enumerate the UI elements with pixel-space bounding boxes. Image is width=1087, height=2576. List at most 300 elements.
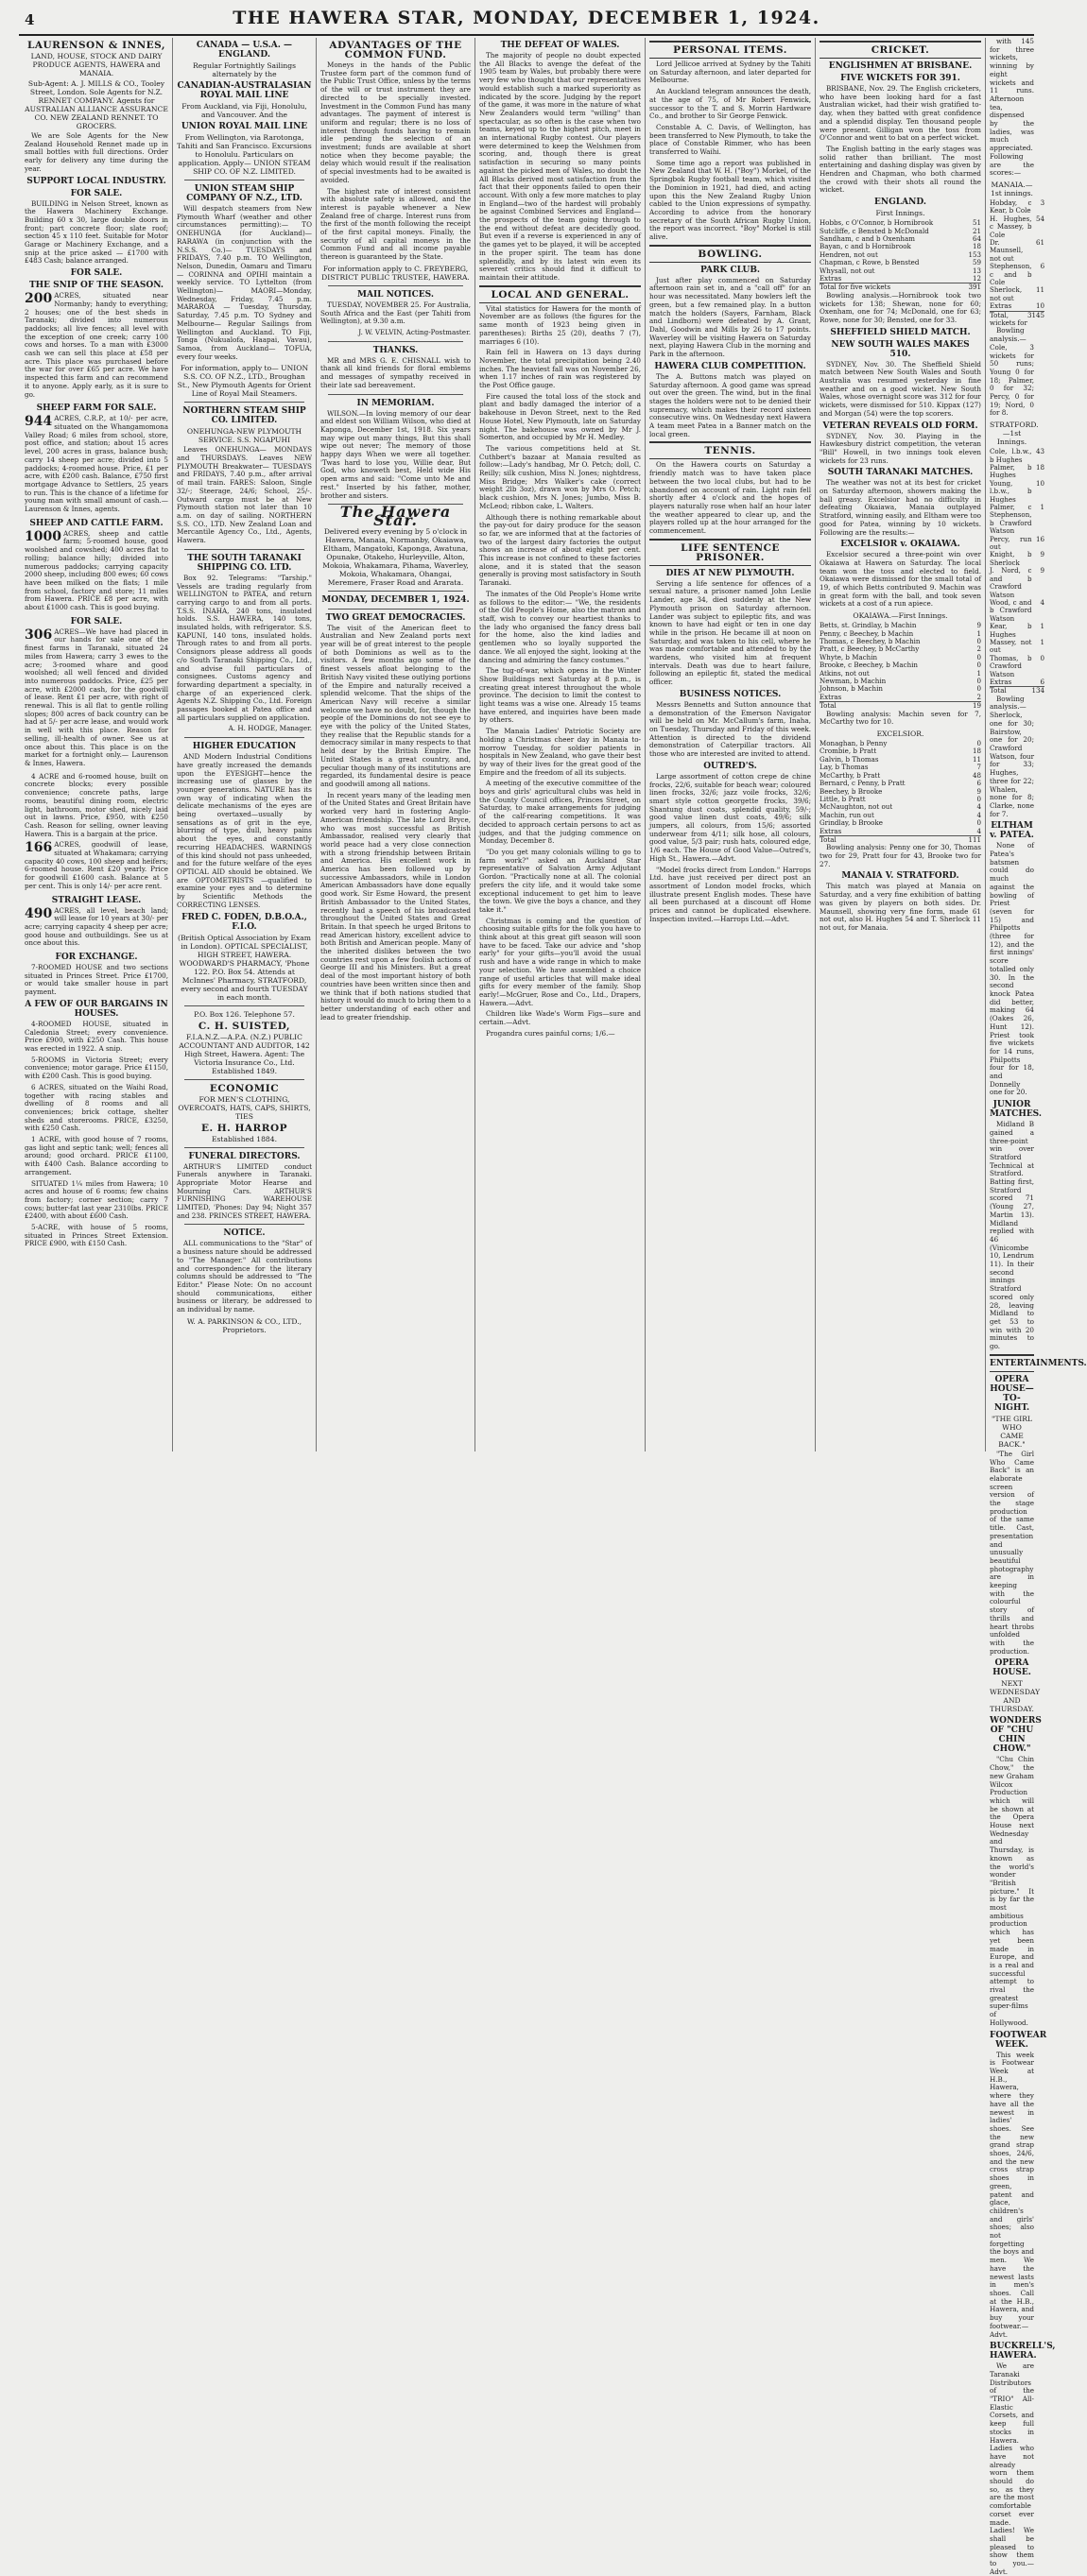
england-scorecard [820,219,981,292]
memoriam-heading: IN MEMORIAM. [356,398,435,408]
scorecard-row [820,828,981,836]
column-5 [645,38,815,1451]
divider [184,402,304,403]
batsman-runs: 0 [976,739,981,748]
listing-490 [25,907,168,949]
batsman-runs: 59 [972,258,981,267]
laurenson-agents: Sub-Agent: A. J. MILLS & CO., Tooley Street, London. Sole Agents for N.Z. RENNET COMPANY. Agents for AUSTRALIAN ALLIANCE ASSURANCE CO. NEW ZEALAND RENNET. TO GROCERS. [25,79,168,130]
batsman-name: Brooke, c Beechey, b Machin [820,661,918,670]
england-analysis: Bowling analysis.—Hornibrook took two wickets for 138; Shewan, none for 60; Oxenham, one for 74; McDonald, one for 63; Rowe, none for 30; Bensted, one for 33. [820,290,981,324]
star-nameplate: The Hawera Star. [339,503,452,529]
canadian-line-heading: CANADIAN-AUSTRALASIAN ROYAL MAIL LINE [177,81,312,100]
local-text-2: Rain fell in Hawera on 13 days during November, the total precipitation being 2.40 inches. The heaviest fall was on November 26, when 1.17 inches of rain was registered by the Post Office gauge. [479,348,641,390]
listing-200-text: ACRES, situated near Normanby; handy to everything; 2 houses; one of the best sheds in Taranaki; divided into numerous paddocks; all live fences; all level with the exception of one creek; carry 100 cows and horses. To a man with £3000 cash we can sell this place at £58 per acre. This place was purchased before the war for over £65 per acre. We have inspected this farm and can recommend it to anyone. Apply early, as it is sure to go. [25,291,168,399]
economic-text: FOR MEN'S CLOTHING, OVERCOATS, HATS, CAPS, SHIRTS, TIES [178,1094,311,1121]
total-label: Total, 3 wickets for [990,310,1032,328]
batsman-name: Knight, b Sherlock [990,550,1032,567]
batsman-name: Massey, not out [990,637,1032,655]
advantages-info: For information apply to C. FREYBERG, DISTRICT PUBLIC TRUSTEE, HAWERA. [321,264,470,282]
batsman-name: Sandham, c and b Oxenham [820,233,915,243]
total-runs: 134 [1031,686,1045,696]
canada-text: Regular Fortnightly Sailings alternately by the [193,61,296,78]
batsman-name: Cole, l.b.w., b Hughes [990,447,1032,464]
batsman-name: H. Hughes, c Massey, b Cole [990,214,1032,239]
support-heading: SUPPORT LOCAL INDUSTRY. [26,176,166,186]
total-runs: 19 [964,702,981,711]
sheffield-heading: SHEFFIELD SHIELD MATCH. [830,327,971,337]
batsman-runs: 153 [968,249,981,259]
scorecard-row [990,655,1044,678]
harrops-text: "Model frocks direct from London." Harrops Ltd. have just received per direct post an assortment of London model frocks, which illustrate present English modes. These have all been purchased at a discount off Home prices and cannot be duplicated elsewhere. Inspection invited.—Harrops Ltd.—Advt. [649,865,811,923]
scorecard-row [990,302,1044,311]
okaiawa-scorecard [820,622,981,710]
total-runs: 391 [964,283,981,292]
life-sentence-text: Serving a life sentence for offences of a sexual nature, a prisoner named John Leslie Lander, age 34, died suddenly at the New Plymouth prison on Saturday afternoon. Lander was subject to epileptic fits, and was known to have had eight or ten in one day while in the prison. He became ill at noon on Saturday, and was taken to his cell, where he was made comfortable and attended to by the wardens, who visited him at frequent intervals. Death was due to heart failure, following an epileptic fit, stated the medical officer. [649,578,811,687]
for-sale-heading-2: FOR SALE. [70,268,123,279]
stsc-text: Box 92. Telegrams: "Tarship." Vessels are trading regularly from WELLINGTON to PATEA, and return carrying cargo to and from all ports. T.S.S. INAHA, 240 tons, insulated holds. S.S. HAWERA, 140 tons, insulated holds, with refrigerator. S.S. KAPUNI, 140 tons, insulated holds. Through rates to and from all ports. Consignors please address all goods c/o South Taranaki Shipping Co., Ltd., and advise full particulars of consignees. Customs agency and forwarding department a specialty, in charge of an experienced clerk. Agents N.Z. Shipping Co., Ltd. Foreign passages booked at Patea office and all particulars supplied on application. [177,573,312,722]
scorecard-row [820,819,981,827]
junior-text: Midland B gained a three-point win over Stratford Technical at Stratford. Batting first, Stratford scored 71 (Young 27, Martin 13). Midland replied with 46 (Vinicombe 10, Lendrum 11). In their second innings Stratford scored only 28, leaving Midland to get 53 to win with 20 minutes to go. [990,1120,1034,1351]
batsman-name: Young, l.b.w., b Hughes [990,478,1032,504]
batsman-name: Bayan, c and b Hornibrook [820,242,911,251]
batsman-runs: 0 [976,794,981,803]
batsman-name: Hobbs, c O'Connor, b Hornibrook [820,218,934,228]
divider [328,341,463,342]
batsman-runs: 61 [1036,237,1045,247]
issue-date: MONDAY, DECEMBER 1, 1924. [321,594,470,605]
listing-200 [25,292,168,399]
divider [184,1079,304,1080]
scorecard-total [990,311,1044,327]
batsman-name: Chapman, c Rowe, b Bensted [820,258,920,267]
manaia-innings: MANAIA.—1st innings. [991,180,1033,197]
scorecard-row [990,199,1044,215]
listing-situated: SITUATED 1¼ miles from Hawera; 10 acres and house of 6 rooms; few chains from factory; corner section; carry 7 cows; butter-fat last year 2310lbs. PRICE £2400, with about £600 Cash. [25,1178,168,1221]
batsman-name: J. Nord, c and b Crawford Watson [990,566,1032,599]
batsman-name: Crombie, b Pratt [820,747,877,756]
mail-heading: MAIL NOTICES. [357,289,434,300]
column-1 [21,38,172,1451]
for-sale-heading-1: FOR SALE. [70,188,123,198]
stratford-analysis: Bowling analysis.—Sherlock, one for 30; Bairstow, one for 20; Crawford Watson, four for 33; Hughes, three for 22; Whalen, none for 8; Clarke, none for 7. [990,694,1034,818]
batsman-name: Lay, b Thomas [820,763,869,772]
scorecard-row [990,448,1044,464]
stsc-signature: A. H. HODGE, Manager. [228,724,312,733]
batsman-runs: 64 [972,233,981,243]
exchange-heading: FOR EXCHANGE. [55,953,138,963]
local-text-3: Fire caused the total loss of the stock and plant and badly damaged the interior of a bakehouse in Devon Street, next to the Red House Hotel, New Plymouth, late on Saturday night. The bakehouse was owned by Mr J. Somerton, and occupied by Mr H. Medley. [479,391,641,442]
straight-lease-heading: STRAIGHT LEASE. [51,895,142,905]
tennis-text: On the Hawera courts on Saturday a friendly match was to have taken place between the two local clubs, but had to be abandoned on account of rain. Light rain fell shortly after 4 o'clock and the hopes of players naturally rose when half an hour later the weather appeared to clear up, and the players rolled up at the hour arranged for the commencement. [649,460,811,536]
sheffield-text: SYDNEY, Nov. 30. The Sheffield Shield match between New South Wales and South Australia was resumed yesterday in fine weather and on a good wicket. New South Wales, whose overnight score was 312 for four wickets, were dismissed for 510. Kippax (127) and Morgan (54) were the top scorers. [820,359,981,418]
personal-heading: PERSONAL ITEMS. [649,41,811,59]
batsman-runs: 13 [972,266,981,275]
five-wickets-heading: FIVE WICKETS FOR 391. [840,74,960,83]
funeral-text: ARTHUR'S LIMITED conduct Funerals anywhere in Taranaki. Appropriate Motor Hearse and Mourning Cars. ARTHUR'S FURNISHING WAREHOUSE LIMITED, 'Phones: Day 94; Night 357 and 238. PRINCES STREET, HAWERA. [177,1161,312,1220]
notice-signature: W. A. PARKINSON & CO., LTD., Proprietors. [186,1316,302,1334]
batsman-name: McNaughton, not out [820,802,893,812]
local-general-heading: LOCAL AND GENERAL. [479,285,641,303]
life-sentence-sub: DIES AT NEW PLYMOUTH. [665,568,795,578]
manaia-stratford-heading: MANAIA V. STRATFORD. [841,871,959,882]
manaia-analysis: Bowling analysis.—Cole, 3 wickets for 50 runs; Young 0 for 18; Palmer, 0 for 32; Percy, 0 for 19; Nord, 0 for 8. [990,326,1034,418]
divider [328,591,463,592]
scorecard-row [990,623,1044,639]
scorecard-row [990,599,1044,623]
column-6 [815,38,985,1451]
entertainments-heading: ENTERTAINMENTS. [990,1354,1034,1372]
listing-1000-text: ACRES, sheep and cattle farm; 5-roomed house, good woolshed and cowshed; 400 acres flat to rolling; balance hilly; divided into numerous paddocks; carrying capacity 2000 sheep, including 800 ewes; 60 cows have been milked on the flats; 1 mile from school, factory and store; 11 miles from Hawera. PRICE £8 per acre, with about £1000 cash. This is good buying. [25,528,168,612]
south-taranaki-heading: SOUTH TARANAKI MATCHES. [827,468,974,478]
local-text-1: Vital statistics for Hawera for the month of November are as follows (the figures for the same month of 1923 being given in parentheses): Births 25 (20), deaths 7 (7), marriages 6 (10). [479,303,641,346]
batsman-name: Betts, st. Grindlay, b Machin [820,621,917,630]
batsman-name: Extras [990,301,1012,311]
listing-200-number: 200 [25,291,53,307]
outreds-text: Large assortment of cotton crepe de chine frocks, 22/6, suitable for beach wear; coloured linen frocks, 32/6; jazz voile frocks, 32/6; smart style cotton georgette frocks, 39/6; Shantung dust coats, splendid quality, 59/-; good value linen dust coats, 49/6; silk jumpers, all colours, from 15/6; assorted underwear from 4/11; silk hose, all colours, good value, 5/3 pair; rush hats, coloured edge, 1/6 each. The House of Good Value—Outred's, High St., Hawera.—Advt. [649,771,811,863]
scorecard-row [990,464,1044,480]
total-label: Total for five wickets [820,283,964,292]
batsman-runs: 43 [1036,447,1045,456]
local-text-7: The tug-of-war, which opens in the Winter Show Buildings next Saturday at 8 p.m., is creating great interest throughout the whole province. The decision to limit the contest to light teams was a wise one. Already 15 teams have entered, and inquiries have been made by others. [479,666,641,725]
batsman-name: Stephenson, c and b Cole [990,262,1032,287]
scorecard-row [990,286,1044,302]
harrop-text: Established 1884. [211,1134,278,1143]
batsman-runs: 2 [976,644,981,654]
listing-4acre: 4 ACRE and 6-roomed house, built on concrete blocks; every possible convenience; concrete paths, large rooms, beautiful dining room, electric light, bathroom, motor shed, nicely laid out in lawns. Price, £950, with £250 Cash. Reason for selling, owner leaving Hawera. This is a bargain at the price. [25,771,168,838]
batsman-name: Pratt, c Beechey, b McCarthy [820,644,920,654]
buckrells-text: We are Taranaki Distributors of the "TRIO" All-Elastic Corsets, and keep full stocks in Hawera. Ladies who have not already worn them should do so, as they are the most comfortable corset ever made. Ladies! We shall be pleased to show them to you.—Advt. [990,2361,1034,2576]
divider [328,394,463,395]
local-text-4: The various competitions held at St. Cuthbert's bazaar at Manaia resulted as follow:—Lady's handbag, Mr O. Petch; doll, C. Reilly; silk cushion, Miss N. Jones; nightdress, Miss Bridge; Mrs Walker's cake (correct weight 2lb 3oz), drawn won by Mrs O. Petch; black cushion, Mrs N. Jones; Jumbo, Miss B. McLeod; ribbon cake, L. Walters. [479,443,641,510]
scorecard-row [990,480,1044,504]
life-sentence-heading: LIFE SENTENCE PRISONER. [649,539,811,566]
northern-text: Leaves ONEHUNGA— MONDAYS and THURSDAYS. Leaves NEW PLYMOUTH Breakwater— TUESDAYS and FRIDAYS, 7.40 p.m., after arrival of mail train. FARES: Saloon, Single 32/-; Steerage, 24/6; School, 25/-. Outward cargo must be at New Plymouth station not later than 10 a.m. on day of sailing. NORTHERN S.S. CO., LTD. New Zealand Loan and Mercantile Agency Co., Ltd., Agents, Hawera. [177,445,312,545]
batsman-name: Palmer, c Stephenson, b Crawford Watson [990,503,1032,536]
laurenson-sub: LAND, HOUSE, STOCK AND DAIRY PRODUCE AGENTS, HAWERA and MANAIA. [30,52,163,77]
batsman-name: Extras [820,826,842,835]
batsman-runs: 18 [972,242,981,251]
mail-text: TUESDAY, NOVEMBER 25. For Australia, South Africa and the East (per Tahiti from Wellington), at 9.30 a.m. [320,300,471,326]
south-taranaki-text: The weather was not at its best for cricket on Saturday afternoon, showers making the ball greasy. Excelsior had no difficulty in defeating Okaiawa, Manaia outplayed Stratford, winning easily, and Eltham were too good for Patea, winning by 10 wickets. Following are the results:— [820,478,981,537]
listing-306-text: ACRES—We have had placed in our hands for sale one of the finest farms in Taranaki, situated 24 miles from Hawera; carry 3 ewes to the acre; 3-roomed whare and good woolshed; all well fenced and divided into numerous paddocks. Price, £25 per acre, with £2000 cash, for the goodwill of lease. Rent £1 per acre, with right of renewal. This is all flat to gentle rolling slopes; 800 acres of back country can be had at 5/- per acre lease, and would work in well with this place. Reason for selling, ill-health of owner. See us at once about this. This place is on the market for a fortnight only.— Laurenson & Innes, Hawera. [25,627,168,767]
batsman-runs: 0 [976,637,981,645]
grocers-text: We are Sole Agents for the New Zealand Household Rennet made up in small bottles with full directions. Order early for delivery any time during the year. [25,131,168,173]
listing-6acres: 6 ACRES, situated on the Waihi Road, together with racing stables and dwelling of 8 rooms and all conveniences; brick cottage, shelter sheds and storerooms. PRICE, £3250, with £250 Cash. [25,1082,168,1133]
advantages-heading: ADVANTAGES OF THE COMMON FUND. [329,40,462,60]
cricket-text-2: The English batting in the early stages was solid rather than brilliant. The most entertaining and dashing display was given by Hendren and Chapman, who both charmed the crowd with their shots all round the wicket. [820,144,981,195]
northern-heading: NORTHERN STEAM SHIP CO. LIMITED. [182,406,306,426]
column-3 [316,38,474,1451]
batsman-runs: 11 [1036,285,1045,295]
two-democracies-heading: TWO GREAT DEMOCRACIES. [325,612,466,623]
scorecard-row [990,567,1044,599]
listing-306 [25,628,168,768]
higher-education-text: AND Modern Industrial Conditions have greatly increased the demands upon the EYESIGHT—hence the increasing use of glasses by the younger generations. NATURE has its own way of indicating when the delicate mechanisms of the eyes are being overtaxed—usually by sensations as of grit in the eye, blurring of type, dull, heavy pains about the eyes, and constantly recurring HEADACHES. WARNINGS of this kind should not pass unheeded, and for the future welfare of the eyes OPTICAL AID should be obtained. We are OPTOMETRISTS —qualified to examine your eyes and to determine by Scientific Methods the CORRECTING LENSES. [177,752,312,909]
batsman-name: Machin, run out [820,810,874,819]
batsman-name: Little, b Pratt [820,794,866,803]
batsman-name: Palmer, b Hughes [990,463,1032,480]
onehunga-heading: ONEHUNGA-NEW PLYMOUTH SERVICE. S.S. NGAPUHI [186,427,302,445]
batsman-name: Thomas, b Crawford Watson [990,653,1032,678]
notice-text: ALL communications to the "Star" of a business nature should be addressed to "The Manager." All contributions and correspondence for the literary columns should be addressed to "The Editor." Please Note: On no account should communications, either business or literary, be addressed to an individual by name. [177,1239,312,1314]
batsman-name: Sherlock, not out [990,285,1023,302]
advantages-text-2: The highest rate of interest consistent with absolute safety is allowed, and the interest is payable whenever a New Zealand free of charge. Interest runs from the first of the month following the receipt of the first capital moneys. Finally, the security of all capital moneys in the Common Fund and all income payable thereon is guaranteed by the State. [320,186,471,262]
mail-signature: J. W. VELVIN, Acting-Postmaster. [358,327,471,336]
batsman-name: Monaghan, b Penny [820,739,888,748]
listing-490-number: 490 [25,905,53,921]
advantages-text-1: Moneys in the hands of the Public Trustee form part of the common fund of the Public Trust Office, unless by the terms of the will or trust instrument they are directed to be specially invested. Investment in the Common Fund has many advantages. The payment of interest is uniform and regular; there is no loss of interest through funds having to remain idle pending the selection of an investment; funds are available at short notice when they become payable; the delay which would result if the realisation of special investments had to be awaited is avoided. [320,60,471,184]
batsman-runs: 1 [976,628,981,638]
footwear-heading: FOOTWEAR WEEK. [990,2030,1047,2050]
scorecard-row [990,263,1044,286]
funeral-heading: FUNERAL DIRECTORS. [188,1151,301,1161]
total-label: Total [820,702,964,711]
canadian-line-text: From Auckland, via Fiji, Honolulu, and Vancouver. And the [181,102,307,119]
scorecard-row [990,639,1044,655]
batsman-runs: 4 [1040,597,1045,607]
suisted-text: F.I.A.N.Z.—A.P.A. (N.Z.) PUBLIC ACCOUNTANT AND AUDITOR, 142 High Street, Hawera. Agent: The Victoria Insurance Co., Ltd. Established 1849. [179,1032,310,1075]
personal-text-3: Constable A. C. Davis, of Wellington, has been transferred to New Plymouth, to take the place of Constable Rimmer, who has been transferred to Waihi. [649,122,811,157]
local-text-5: Although there is nothing remarkable about the pay-out for dairy produce for the season so far, we are informed that at the factories of two of the largest dairy factories the output shows an increase of about eight per cent. This increase is not confined to these factories alone, and it is stated that the season generally is proving most satisfactory in South Taranaki. [479,512,641,588]
column-7 [985,37,1087,2576]
batsman-runs: 9 [976,786,981,796]
total-label: Total [820,835,964,844]
higher-education-heading: HIGHER EDUCATION [192,742,297,752]
okaiawa-analysis: Bowling analysis: Machin seven for 7, McCarthy two for 10. [820,709,981,727]
scorecard-row [990,536,1044,552]
union-line-text: From Wellington, via Rarotonga, Tahiti and San Francisco. Excursions to Honolulu. Particulars on application. Apply— UNION STEAM SHIP CO. OF N.Z. LIMITED. [177,133,312,176]
tennis-heading: TENNIS. [649,441,811,459]
usco-info: For information, apply to— UNION S.S. CO. OF N.Z., LTD., Broughan St., New Plymouth Agents for Orient Line of Royal Mail Steamers. [177,364,312,399]
batsman-runs: 12 [972,273,981,283]
batsman-name: Wood, c and b Crawford Watson [990,597,1032,623]
scorecard-row [990,239,1044,263]
batsman-runs: 9 [1040,550,1045,559]
total-label: Total [990,687,1032,696]
batsman-runs: 1 [1040,503,1045,512]
batsman-runs: 21 [972,226,981,235]
batsman-runs: 2 [976,692,981,701]
harrop-heading: E. H. HARROP [200,1122,288,1134]
usco-text: Will despatch steamers from New Plymouth Wharf (weather and other circumstances permitting):— TO ONEHUNGA (for Auckland)— RARAWA (in conjunction with the N.S.S. Co.)— TUESDAYS and FRIDAYS, 7.40 p.m. TO Wellington, Nelson, Dunedin, Oamaru and Timaru— CORINNA and OPIHI maintain a weekly service. TO Lyttelton (from Wellington)— MAORI—Monday, Wednesday, Friday, 7.45 p.m. MARAROA — Tuesday, Thursday, Saturday, 7.45 p.m. TO Sydney and Melbourne— Regular Sailings from Wellington and Auckland. TO Fiji, Tonga (Nukualofa, Haapai, Vavau), Samoa, from Auckland— TOFUA, every four weeks. [177,204,312,361]
local-text-8: The Manaia Ladies' Patriotic Society are holding a Christmas cheer day in Manaia to-morrow Tuesday, for soldier patients in hospitals in New Zealand, who gave their best by way of their lives for the great good of the Empire and the freedom of all its subjects. [479,727,641,777]
listing-166-text: ACRES, goodwill of lease, situated at Whakamara; carrying capacity 40 cows, 100 sheep and heifers; 6-roomed house. Rent £20 yearly. Price for goodwill £1600 cash. Balance at 5 per cent. This is only 14/- per acre rent. [25,840,168,890]
park-club-heading: PARK CLUB. [699,265,761,275]
batsman-runs: 51 [972,218,981,228]
batsman-runs: 18 [1036,463,1045,472]
batsman-runs: 6 [1040,677,1045,686]
sheep-heading: SHEEP FARM FOR SALE. [36,404,157,414]
star-delivery-text: Delivered every evening by 5 o'clock in Hawera, Manaia, Normanby, Okaiawa, Eltham, Mangatoki, Kaponga, Awatuna, Opunake, Otakeho, Hurleyville, Alton, Mokoia, Whakamara, Pihama, Waverley, Mokoia, Whakamara, Ohangai, Meremere, Fraser Road and Ararata. [322,526,469,587]
batsman-runs: 4 [976,826,981,835]
pobox-line: P.O. Box 126. Telephone 57. [194,1009,295,1019]
for-sale-heading-3: FOR SALE. [70,616,123,627]
england-heading: ENGLAND. [874,197,926,208]
listing-306-number: 306 [25,627,53,643]
batsman-name: Penny, c Beechey, b Machin [820,628,914,638]
personal-text-4: Some time ago a report was published in New Zealand that W. H. ("Boy") Morkel, of the Springbok Rugby football team, which visited the Dominion in 1921, had died, and acting upon this the New Zealand Rugby Union cabled to the Union expressions of sympathy. According to advice from the honorary secretary of the South African Rugby Union, the report was incorrect. "Boy" Morkel is still alive. [649,158,811,242]
business-heading: BUSINESS NOTICES. [679,689,782,699]
batsman-runs: 4 [976,802,981,812]
masthead [19,6,1034,36]
building-listing: BUILDING in Nelson Street, known as the Hawera Machinery Exchange. Building 60 x 30, large double doors in front; part concrete floor; slate roof; section 45 x 110 feet. Suitable for Motor Garage or Machinery Exchange, and a snip at the price asked — £1700 with £483 Cash; balance arranged. [25,198,168,266]
cricket-heading: CRICKET. [820,41,981,59]
batsman-name: Extras [990,677,1012,686]
batsman-name: Grindlay, b Brooke [820,818,883,828]
batsman-runs: 1 [976,668,981,678]
batsman-runs: 6 [1040,262,1045,271]
stratford-scorecard [990,448,1044,696]
excelsior-innings: EXCELSIOR. [876,730,924,739]
two-democracies-text-1: The visit of the American fleet to Australian and New Zealand ports next year will be of great interest to the people of both Dominions as well as to the visitors. A few months ago some of the finest vessels afloat belonging to the British Navy visited these outlying portions of the Empire and naturally received a splendid welcome. That the ships of the American Navy will receive a similar welcome we have no doubt, for, though the people of the Dominions do not see eye to eye with the policy of the United States, they realise that the Republic stands for a democracy similar in many respects to that held dear by the British Empire. The United States is a great country, and, peculiar though many of its institutions are regarded, its fundamental desire is peace and goodwill among all nations. [320,623,471,788]
batsman-name: Extras [820,692,842,701]
stsc-heading: THE SOUTH TARANAKI SHIPPING CO. LTD. [187,553,302,573]
listing-1000 [25,530,168,612]
batsman-name: Dr. Maunsell, not out [990,237,1024,263]
englishmen-heading: ENGLISHMEN AT BRISBANE. [828,61,973,71]
batsman-runs: 0 [976,661,981,670]
buckrells-heading: BUCKRELL'S, HAWERA. [990,2342,1056,2361]
manaia-stratford-text: This match was played at Manaia on Saturday, and a very fine exhibition of batting was given by players on both sides. Dr. Maunsell, showing very fine form, made 61 not out, also H. Hughes 54 and T. Sherlock 11 not out, for Manaia. [820,882,981,932]
chu-chin-chow-heading: WONDERS OF "CHU CHIN CHOW." [990,1716,1042,1755]
batsman-runs: 4 [976,810,981,819]
batsman-name: Newman, b Machin [820,677,887,686]
england-innings: First Innings. [875,209,925,218]
batsman-runs: 18 [972,747,981,756]
union-line-heading: UNION ROYAL MAIL LINE [181,122,308,131]
thanks-heading: THANKS. [372,345,419,355]
outreds-heading: OUTRED'S. [703,761,757,771]
batsman-runs: 11 [972,754,981,764]
total-runs: 111 [964,835,981,844]
scorecard-row [820,267,981,275]
foden-heading: FRED C. FODEN, D.B.O.A., F.I.O. [181,912,307,932]
divider [184,1005,304,1006]
batsman-name: Hendren, not out [820,249,878,259]
column-4 [474,38,645,1451]
divider [184,737,304,738]
listing-944-number: 944 [25,414,53,430]
economic-heading: ECONOMIC [209,1082,280,1094]
personal-text-2: An Auckland telegram announces the death, at the age of 75, of Mr Robert Fenwick, successor to the T. and S. Morrin Hardware Co., and brother to Sir George Fenwick. [649,87,811,121]
listing-166-number: 166 [25,840,53,856]
eltham-heading: ELTHAM v. PATEA. [990,821,1034,841]
local-text-10: "Do you get many colonials willing to go to farm work?" asked an Auckland Star representative of Salvation Army Adjutant Gordon. "Practically none at all. The colonial prefers the city life, and it would take some exceptional inducement to get him to leave the town. We give the boys a chance, and they take it." [479,847,641,914]
batsman-name: Sutcliffe, c Bensted b McDonald [820,226,929,235]
scorecard-row [990,215,1044,239]
batsman-runs: 7 [976,763,981,772]
page-number: 4 [25,11,35,28]
batsman-name: Whysall, not out [820,266,875,275]
manaia-continued-text: with 145 for three wickets, winning by eight wickets and 11 runs. Afternoon tea, dispensed by the ladies, was much appreciated. Following are the scores:— [990,37,1034,178]
thanks-text: MR and MRS G. E. CHISNALL wish to thank all kind friends for floral emblems and messages of sympathy received in their late sad bereavement. [320,355,471,389]
stratford-innings: STRATFORD.—1st Innings. [990,421,1039,447]
divider [328,285,463,286]
okaiawa-innings: OKAIAWA.—First Innings. [853,611,948,621]
listing-166 [25,841,168,890]
divider [184,549,304,550]
batsman-runs: 0 [976,652,981,661]
hawera-club-heading: HAWERA CLUB COMPETITION. [654,361,806,371]
batsman-name: Bernard, c Penny, b Pratt [820,779,906,788]
opera-tonight-sub: "THE GIRL WHO CAME BACK." [992,1414,1032,1449]
divider [328,609,463,610]
batsman-runs: 9 [1040,566,1045,575]
batsman-runs: 1 [1040,622,1045,631]
opera-tonight-text: "The Girl Who Came Back" is an elaborate screen version of the stage production of the same title. Cast, presentation and unusually beautiful photography are in keeping with the colourful story of thrills and heart throbs unfolded with the production. [990,1449,1034,1656]
personal-text-1: Lord Jellicoe arrived at Sydney by the Tahiti on Saturday afternoon, and later departed for Melbourne. [649,60,811,85]
eltham-text: None of Patea's batsmen could do much against the bowling of Priest (seven for 15) and Philpotts (three for 12), and the first innings' score totalled only 30. In the second knock Patea did better, making 64 (Oakes 26, Hunt 12). Priest took five wickets for 14 runs, Philpotts four for 18, and Donnelly one for 20. [990,841,1034,1097]
veteran-text: SYDNEY, Nov. 30. Playing in the Hawkesbury district competition, the veteran "Bill" Howell, in two innings took eleven wickets for 23 runs. [820,431,981,465]
divider [184,1147,304,1148]
nsw-heading: NEW SOUTH WALES MAKES 510. [831,339,970,359]
opera-house-heading: OPERA HOUSE. [992,1658,1031,1678]
listing-4room: 4-ROOMED HOUSE, situated in Caledonia Street; every convenience. Price £900, with £250 Cash. This house was erected in 1922. A snip. [25,1019,168,1053]
usco-heading: UNION STEAM SHIP COMPANY OF N.Z., LTD. [186,184,302,203]
batsman-runs: 0 [976,677,981,686]
batsman-runs: 54 [1036,214,1045,223]
local-text-12: Children like Wade's Worm Figs—sure and certain.—Advt. [479,1009,641,1027]
local-text-13: Progandra cures painful corns; 1/6.— [486,1028,615,1038]
memoriam-text: WILSON.—In loving memory of our dear and eldest son William Wilson, who died at Kaponga, December 1st, 1918. Six years may wipe out many things, But this shall wipe out never; The memory of those happy days When we were all together. 'Twas hard to lose you, Willie dear, But God, who knoweth best, Held wide His open arms and said: "Come unto Me and rest." Inserted by his father, mother, brother and sisters. [320,408,471,500]
batsman-name: Hobday, c Kear, b Cole [990,197,1032,215]
cattle-heading: SHEEP AND CATTLE FARM. [29,518,164,528]
batsman-runs: 10 [1036,478,1045,488]
excelsior-okaiawa-heading: EXCELSIOR v. OKAIAWA. [840,540,960,550]
batsman-runs: 0 [976,818,981,828]
foden-text: (British Optical Association by Exam in London). OPTICAL SPECIALIST, HIGH STREET, HAWERA. WOODWARD'S PHARMACY, 'Phone 122. P.O. Box 54. Attends at McInnes' Pharmacy, STRATFORD, every second and fourth TUESDAY in each month. [177,933,311,1002]
batsman-name: Extras [820,273,842,283]
local-text-9: A meeting of the executive committee of the boys and girls' agricultural clubs was held in the County Council offices, Princes Street, on Saturday, to make arrangements for judging of the calf-rearing competitions. It was decided to approach certain persons to act as judges, and that the judging commence on Monday, December 8. [479,779,641,846]
scorecard-row [990,551,1044,567]
batsman-name: Whyte, b Machin [820,652,878,661]
excelsior-analysis: Bowling analysis: Penny one for 30, Thomas two for 29, Pratt four for 43, Brooke two for 27. [820,843,981,868]
cricket-text-1: BRISBANE, Nov. 29. The English cricketers, who have been looking hard for a fast Australian wicket, had their wish gratified to-day, when they batted with great confidence and a splendid display. Ten thousand people were present. Gilligan won the toss from O'Connor and went to bat on a perfect wicket. [820,84,981,143]
bargains-heading: A FEW OF OUR BARGAINS IN HOUSES. [25,999,168,1019]
footwear-text: This week is Footwear Week at H.B., Hawera, where they have all the newest in ladies' shoes. See the new grand strap shoes, 24/6, and the new cross strap shoes in green, patent and glace, children's and girls' shoes; also not forgetting the boys and men. We have the newest lasts in men's shoes. Call at the H.B., Hawera, and buy your footwear.—Advt. [990,2050,1034,2339]
canada-heading: CANADA — U.S.A. — ENGLAND. [196,41,293,60]
park-club-text: Just after play commenced on Saturday afternoon rain set in, and a "call off" for an hour was necessitated. Many bowlers left the green, but a few remained play. In a button match the holders (Sayers, Farnham, Black and Lindborn) were defeated by A. Grant, Dahl, Goodwin and Mills by 26 to 17 points. Waverley will be visiting Hawera on Saturday next, playing Hawera Club in the morning and Park in the afternoon. [649,275,811,359]
scorecard-row [820,685,981,693]
defeat-heading: THE DEFEAT OF WALES. [500,41,620,50]
batsman-runs: 0 [1040,653,1045,662]
batsman-runs: 48 [972,770,981,780]
listing-1000-number: 1000 [25,528,61,544]
batsman-runs: 16 [1036,534,1045,543]
batsman-runs: 0 [976,684,981,694]
batsman-name: McCarthy, b Pratt [820,770,881,780]
snip-heading: THE SNIP OF THE SEASON. [28,281,164,291]
notice-heading: NOTICE. [223,1228,266,1239]
masthead-title: THE HAWERA STAR, MONDAY, DECEMBER 1, 1924. [233,8,820,28]
batsman-name: Percy, run out [990,534,1032,552]
listing-490-text: ACRES, all level, beach land; will lease for 10 years at 30/- per acre; carrying capacity 4 sheep per acre; good house and outbuildings. See us at once about this. [25,905,168,948]
excelsior-okaiawa-text: Excelsior secured a three-point win over Okaiawa at Hawera on Saturday. The local team won the toss and elected to field. Okaiawa were dismissed for the small total of 19, of which Betts contributed 9. Machin was in great form with the ball, and took seven wickets at a cost of a run apiece. [820,550,981,609]
batsman-name: Kear, b Hughes [990,622,1032,639]
scorecard-row [820,694,981,702]
two-democracies-text-2: In recent years many of the leading men of the United States and Great Britain have worked very hard in fostering Anglo-American friendship. The late Lord Bryce, who was most successful as British Ambassador, realised very clearly that world peace had a very close connection with a strong friendship between Britain and America. His excellent work in America has been followed up by successive Ambassadors, while in London American Ambassadors have done equally good work. Sir Esme Howard, the present British Ambassador to the United States, recently had a speech of his broadcasted throughout the United States and Great Britain. In that speech he urged Britons to read American history, excellent advice to both British and American people. Many of the inherited dislikes between the two countries rest upon a few foolish actions of George III and his Ministers. But a great deal of the most important history of both countries have been written since then and we think that if both nations studied that history it would do much to bring them to a better understanding of each other and lead to greater friendship. [320,790,471,1022]
listing-5rooms: 5-ROOMS in Victoria Street; every convenience; motor garage. Price £1150, with £200 Cash. This is good buying. [25,1055,168,1081]
local-text-6: The inmates of the Old People's Home write as follows to the editor:— "We, the residents of the Old People's Home, also the matron and staff, wish to convey our heartiest thanks to the lady who organised the fancy dress ball for the home, also the kind ladies and gentlemen who so loyally supported the dance. We all enjoyed the sight, looking at the dancing and admiring the fancy costumes." [479,589,641,664]
bowling-heading: BOWLING. [649,245,811,263]
opera-tonight-heading: OPERA HOUSE—TO-NIGHT. [990,1374,1034,1413]
manaia-scorecard [990,199,1044,328]
column-2 [172,38,316,1451]
laurenson-heading: LAURENSON & INNES, [26,40,166,51]
batsman-name: Thomas, c Beechey, b Machin [820,637,921,645]
local-text-11: Christmas is coming and the question of choosing suitable gifts for the folk you have to think about at this great gift season will soon have to be faced. Take our advice and "shop early" for your gifts—you'll avoid the usual rush and have a wide range in which to make your selection. We have assembled a choice range of useful articles that will make ideal gifts for every member of the family. Shop early!—McGruer, Rose and Co., Ltd., Drapers, Hawera.—Advt. [479,916,641,1007]
chu-chin-chow-text: "Chu Chin Chow," the new Graham Wilcox Production which will be shown at the Opera House next Wednesday and Thursday, is known as the world's wonder "British picture." It is by far the most ambitious production which has yet been made in Europe, and is a real and successful attempt to rival the greatest super-films of Hollywood. [990,1755,1034,2027]
